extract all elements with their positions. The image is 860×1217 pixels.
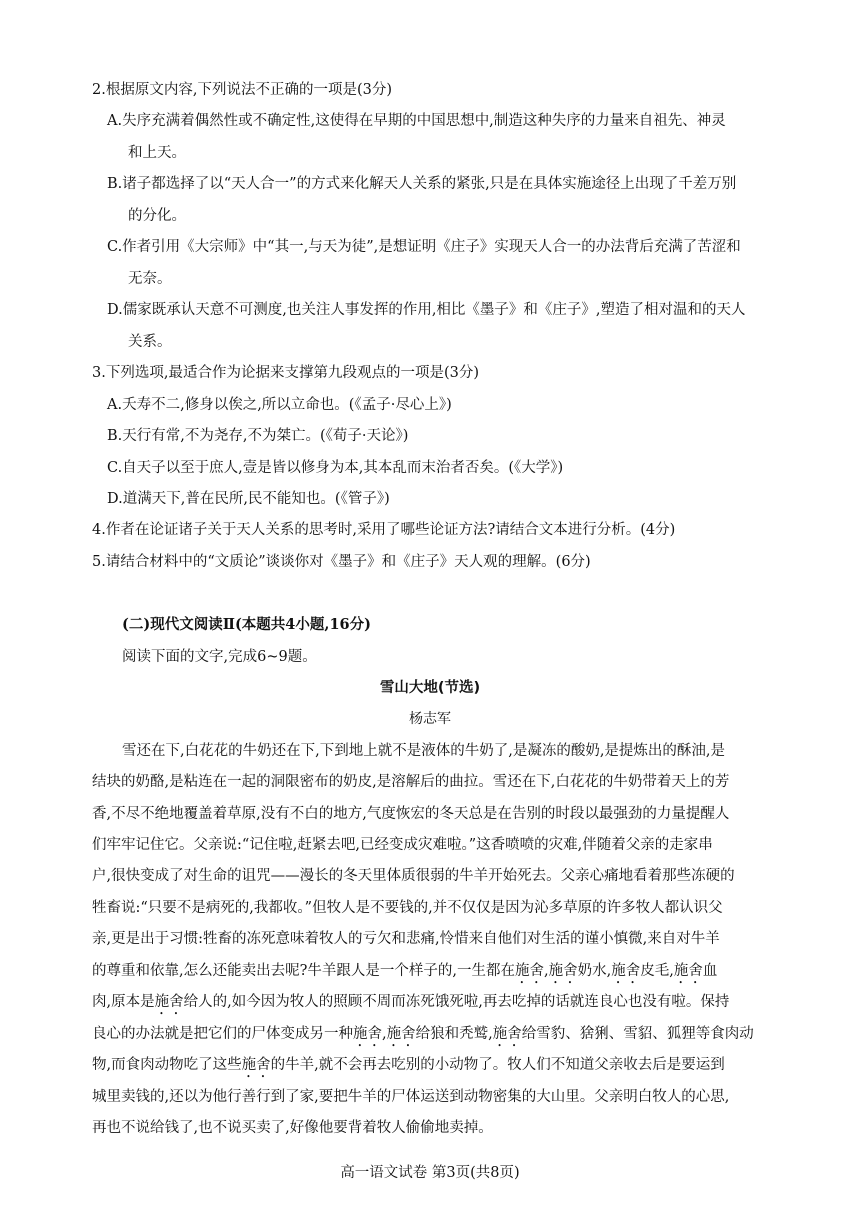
passage-line: 户,很快变成了对生命的诅咒——漫长的冬天里体质很弱的牛羊开始死去。父亲心痛地看着那些冻硬的 <box>92 868 735 884</box>
q3-option-c: C.自天子以至于庶人,壹是皆以修身为本,其本乱而末治者否矣。(《大学》) <box>107 460 564 476</box>
text-run: 的尊重和依靠,怎么还能卖出去呢?牛羊跟人是一个样子的,一生都在 <box>92 963 515 979</box>
q2-option-a-cont: 和上天。 <box>128 145 186 161</box>
text-run: , <box>544 963 549 979</box>
text-run: 给雪豹、猞猁、雪貂、狐狸等食肉动 <box>521 1026 754 1042</box>
emphasized-word: 施舍 <box>515 963 544 979</box>
q2-option-c-cont: 无奈。 <box>128 271 172 287</box>
q2-option-d-cont: 关系。 <box>128 334 172 350</box>
section-instruction: 阅读下面的文字,完成6~9题。 <box>122 649 317 665</box>
text-run: 血 <box>702 963 718 979</box>
q3-option-b: B.天行有常,不为尧存,不为桀亡。(《荀子·天论》) <box>107 428 409 444</box>
text-run: 物,而食肉动物吃了这些 <box>92 1057 242 1073</box>
text-run: 奶水, <box>577 963 612 979</box>
passage-line: 香,不尽不绝地覆盖着草原,没有不白的地方,气度恢宏的冬天总是在告别的时段以最强劲的力量提醒人 <box>92 806 730 822</box>
passage-title: 雪山大地(节选) <box>379 680 481 696</box>
emphasized-word: 施舍 <box>548 963 578 979</box>
q3-option-a: A.夭寿不二,修身以俟之,所以立命也。(《孟子·尽心上》) <box>107 397 452 413</box>
q2-option-b: B.诸子都选择了以“天人合一”的方式来化解天人关系的紧张,只是在具体实施途径上出现了千差万别 <box>107 176 737 192</box>
section-heading: (二)现代文阅读Ⅱ(本题共4小题,16分) <box>122 616 371 633</box>
passage-line: 结块的奶酪,是粘连在一起的洞限密布的奶皮,是溶解后的曲拉。雪还在下,白花花的牛奶带着天上的芳 <box>92 774 730 790</box>
q2-option-a: A.失序充满着偶然性或不确定性,这使得在早期的中国思想中,制造这种失序的力量来自祖先、神灵 <box>107 113 726 129</box>
emphasized-word: 施舍 <box>353 1026 382 1042</box>
question-2-stem: 2.根据原文内容,下列说法不正确的一项是(3分) <box>92 82 392 98</box>
text-run: 给人的,如今因为牧人的照顾不周而冻死饿死啦,再去吃掉的话就连良心也没有啦。保持 <box>183 994 730 1010</box>
text-run: 皮毛, <box>640 963 674 979</box>
emphasized-word: 施舍 <box>154 994 184 1010</box>
emphasized-word: 施舍 <box>673 963 703 979</box>
page-footer: 高一语文试卷 第3页(共8页) <box>340 1165 520 1181</box>
passage-line: 雪还在下,白花花的牛奶还在下,下到地上就不是液体的牛奶了,是凝冻的酸奶,是提炼出的酥油,是 <box>122 743 726 759</box>
question-3-stem: 3.下列选项,最适合作为论据来支撑第九段观点的一项是(3分) <box>92 365 479 381</box>
text-run: 肉,原本是 <box>92 994 155 1010</box>
emphasized-word: 施舍 <box>611 963 641 979</box>
q2-option-c: C.作者引用《大宗师》中“其一,与天为徒”,是想证明《庄子》实现天人合一的办法背后充满了苦涩和 <box>107 239 741 255</box>
emphasized-word: 施舍 <box>241 1057 271 1073</box>
emphasized-word: 施舍 <box>492 1026 522 1042</box>
passage-line <box>92 1024 754 1050</box>
passage-line: 们牢牢记住它。父亲说:“记住啦,赶紧去吧,已经变成灾难啦。”这香喷喷的灾难,伴随着父亲的走家串 <box>92 837 713 853</box>
text-run: 良心的办法就是把它们的尸体变成另一种 <box>92 1026 353 1042</box>
passage-line: 亲,更是出于习惯:牲畜的冻死意味着牧人的亏欠和悲痛,怜惜来自他们对生活的谨小慎微,来自对牛羊 <box>92 931 720 947</box>
text-run: 的牛羊,就不会再去吃别的小动物了。牧人们不知道父亲收去后是要运到 <box>270 1057 725 1073</box>
passage-line: 再也不说给钱了,也不说买卖了,好像他要背着牧人偷偷地卖掉。 <box>92 1120 493 1136</box>
passage-line <box>92 961 717 987</box>
emphasized-word: 施舍 <box>386 1026 416 1042</box>
question-4: 4.作者在论证诸子关于天人关系的思考时,采用了哪些论证方法?请结合文本进行分析。(4分) <box>92 522 676 538</box>
passage-line: 城里卖钱的,还以为他行善行到了家,要把牛羊的尸体运送到动物密集的大山里。父亲明白牧人的心思, <box>92 1089 730 1105</box>
passage-line: 牲畜说:“只要不是病死的,我都收。”但牧人是不要钱的,并不仅仅是因为沁多草原的许多牧人都认识父 <box>92 900 723 916</box>
passage-author: 杨志军 <box>409 711 451 727</box>
passage-line <box>92 1055 725 1081</box>
question-5: 5.请结合材料中的“文质论”谈谈你对《墨子》和《庄子》天人观的理解。(6分) <box>92 554 591 570</box>
passage-line <box>92 992 729 1018</box>
q2-option-d: D.儒家既承认天意不可测度,也关注人事发挥的作用,相比《墨子》和《庄子》,塑造了相对温和的天人 <box>107 302 746 318</box>
q2-option-b-cont: 的分化。 <box>128 208 186 224</box>
text-run: 给狼和秃鹫, <box>415 1026 493 1042</box>
q3-option-d: D.道满天下,普在民所,民不能知也。(《管子》) <box>107 491 390 507</box>
text-run: , <box>382 1026 387 1042</box>
